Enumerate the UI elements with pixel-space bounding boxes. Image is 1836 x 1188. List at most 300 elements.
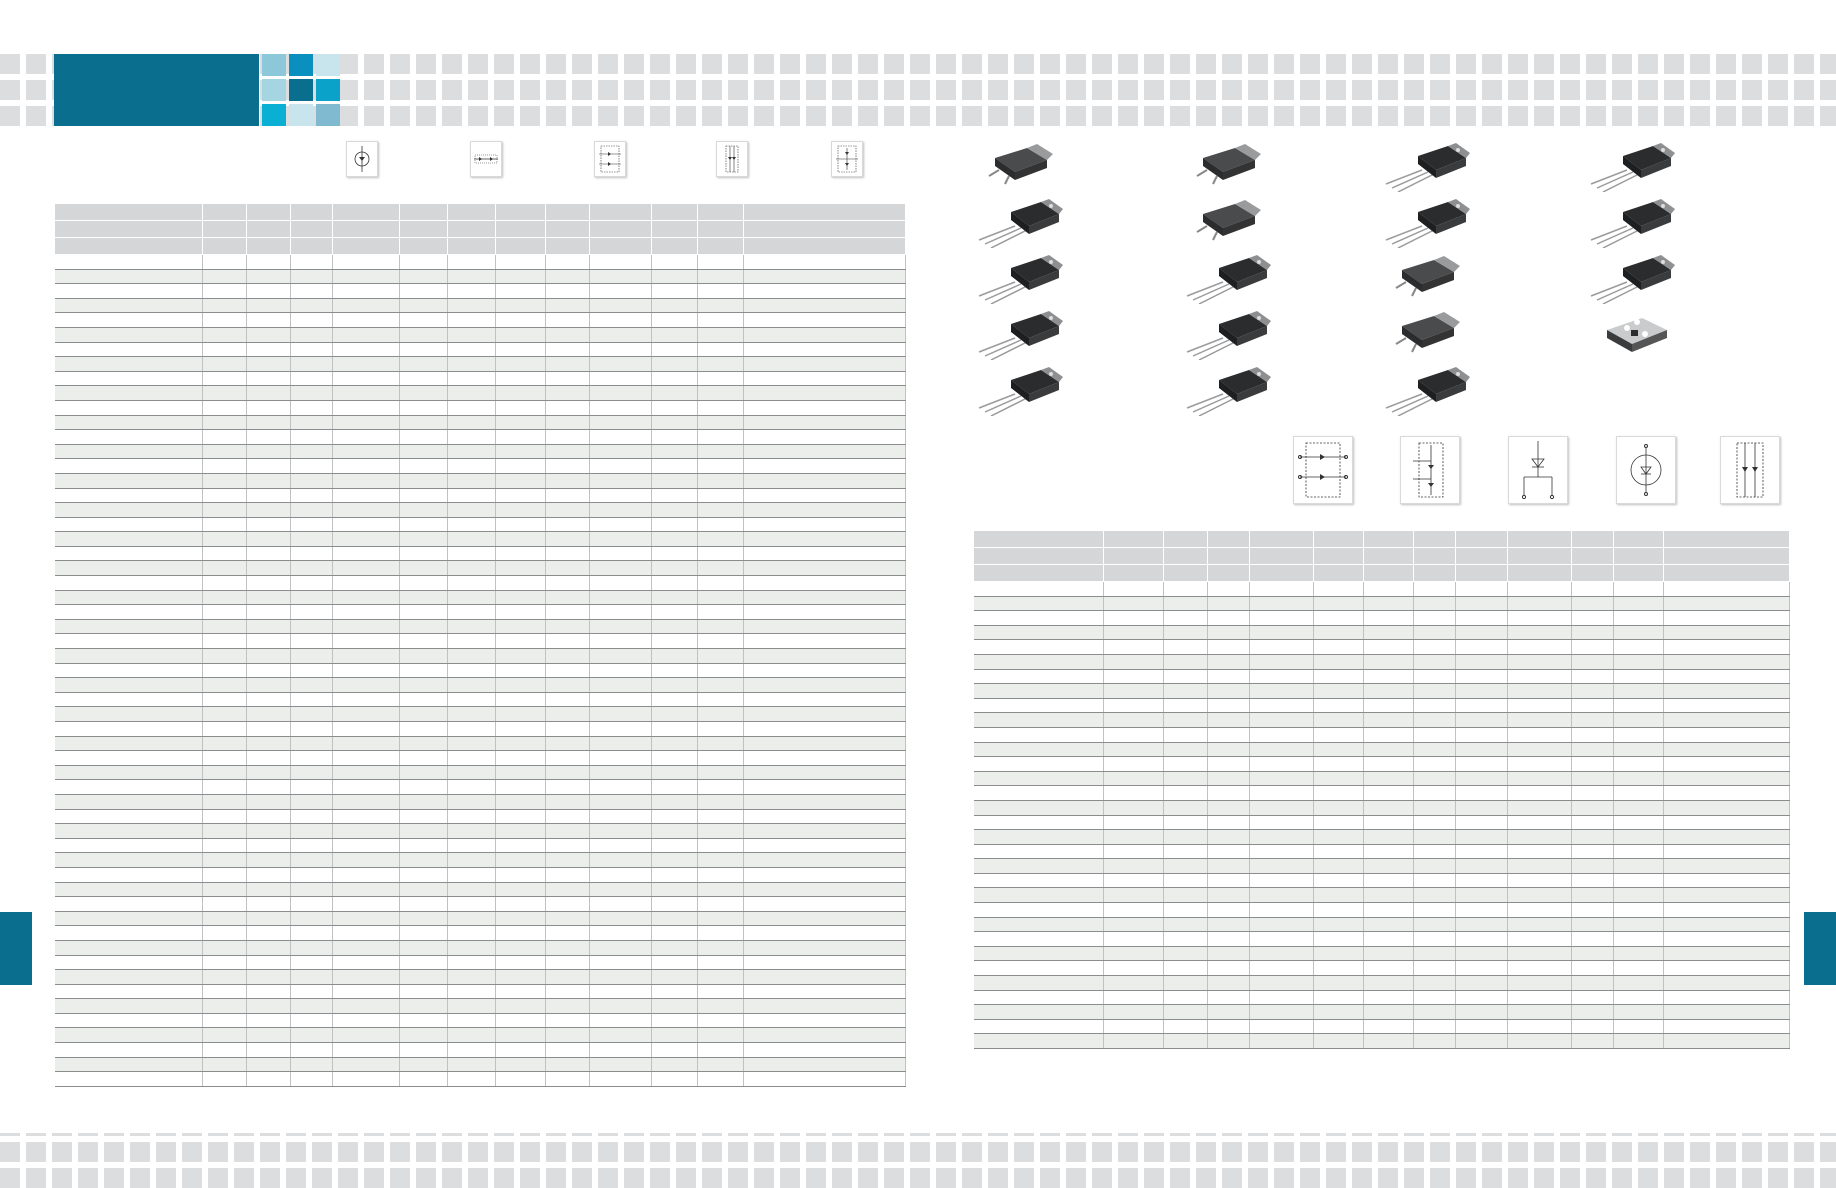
table-cell (1508, 932, 1572, 947)
table-header-cell (1364, 548, 1414, 565)
table-row (974, 888, 1790, 903)
table-cell (333, 386, 400, 401)
table-cell (1250, 976, 1314, 991)
table-cell (1250, 684, 1314, 699)
table-cell (291, 255, 333, 270)
table-cell (1104, 684, 1164, 699)
table-cell (652, 780, 698, 795)
table-row (55, 561, 906, 576)
table-cell (291, 897, 333, 912)
table-cell (400, 867, 448, 882)
table-cell (1456, 844, 1508, 859)
table-cell (400, 678, 448, 693)
table-cell (55, 955, 203, 970)
table-cell (1572, 1019, 1614, 1034)
table-cell (448, 999, 496, 1014)
table-cell (333, 459, 400, 474)
table-cell (1572, 917, 1614, 932)
table-cell (1250, 611, 1314, 626)
table-header-row (974, 565, 1790, 582)
table-cell (55, 590, 203, 605)
table-cell (1572, 800, 1614, 815)
table-row (974, 698, 1790, 713)
table-cell (1508, 859, 1572, 874)
table-cell (400, 838, 448, 853)
table-cell (1208, 946, 1250, 961)
table-cell (546, 313, 590, 328)
table-cell (55, 576, 203, 591)
table-cell (744, 663, 906, 678)
table-cell (1104, 903, 1164, 918)
bridge-diode-symbol-icon (831, 141, 863, 177)
table-cell (55, 824, 203, 839)
table-cell (1314, 815, 1364, 830)
section-title-block (54, 54, 259, 126)
table-cell (1364, 713, 1414, 728)
table-cell (698, 1072, 744, 1087)
table-cell (698, 561, 744, 576)
table-cell (1456, 698, 1508, 713)
table-cell (1456, 961, 1508, 976)
table-cell (1104, 873, 1164, 888)
table-cell (744, 736, 906, 751)
table-cell (652, 824, 698, 839)
table-cell (590, 488, 652, 503)
table-cell (1614, 771, 1664, 786)
table-header-cell (1314, 531, 1364, 548)
table-cell (698, 897, 744, 912)
table-cell (400, 634, 448, 649)
table-cell (698, 284, 744, 299)
table-cell (1250, 917, 1314, 932)
table-cell (744, 926, 906, 941)
table-cell (448, 1072, 496, 1087)
table-cell (333, 984, 400, 999)
table-cell (496, 371, 546, 386)
table-cell (400, 488, 448, 503)
table-cell (333, 590, 400, 605)
table-cell (1456, 596, 1508, 611)
table-row (974, 961, 1790, 976)
table-row (55, 649, 906, 664)
table-cell (1208, 640, 1250, 655)
table-cell (1414, 1005, 1456, 1020)
table-cell (974, 961, 1104, 976)
table-cell (590, 561, 652, 576)
table-cell (247, 678, 291, 693)
table-cell (1508, 684, 1572, 699)
table-cell (247, 561, 291, 576)
table-cell (1314, 698, 1364, 713)
table-cell (974, 888, 1104, 903)
table-row (55, 342, 906, 357)
table-cell (1208, 786, 1250, 801)
table-header-cell (291, 238, 333, 255)
table-cell (546, 736, 590, 751)
table-cell (1456, 669, 1508, 684)
table-cell (291, 357, 333, 372)
table-cell (1314, 903, 1364, 918)
table-header-cell (974, 565, 1104, 582)
table-cell (652, 371, 698, 386)
table-cell (1664, 859, 1790, 874)
table-header-cell (1104, 565, 1164, 582)
table-cell (203, 459, 247, 474)
table-cell (247, 722, 291, 737)
table-header-cell (496, 204, 546, 221)
table-cell (546, 269, 590, 284)
table-header-cell (1250, 548, 1314, 565)
table-cell (1104, 611, 1164, 626)
table-row (55, 984, 906, 999)
table-cell (1104, 946, 1164, 961)
table-cell (247, 459, 291, 474)
table-row (55, 386, 906, 401)
table-cell (1414, 684, 1456, 699)
table-cell (698, 1028, 744, 1043)
table-row (55, 765, 906, 780)
table-cell (55, 269, 203, 284)
table-row (55, 940, 906, 955)
table-cell (247, 400, 291, 415)
package-photo-TO-264 (1382, 308, 1472, 360)
table-cell (400, 955, 448, 970)
table-cell (1572, 669, 1614, 684)
table-header-cell (291, 204, 333, 221)
table-cell (1614, 903, 1664, 918)
table-cell (448, 532, 496, 547)
table-header-cell (1664, 531, 1790, 548)
table-cell (291, 546, 333, 561)
table-cell (55, 503, 203, 518)
package-photo-TO-247AD (1587, 140, 1677, 192)
table-cell (744, 517, 906, 532)
table-cell (1664, 990, 1790, 1005)
table-cell (744, 1057, 906, 1072)
table-header-cell (974, 548, 1104, 565)
table-cell (55, 459, 203, 474)
table-cell (546, 255, 590, 270)
table-cell (974, 684, 1104, 699)
table-cell (247, 897, 291, 912)
table-row (55, 1028, 906, 1043)
table-cell (291, 473, 333, 488)
table-cell (291, 590, 333, 605)
table-cell (291, 663, 333, 678)
table-cell (698, 415, 744, 430)
table-cell (448, 255, 496, 270)
table-cell (400, 400, 448, 415)
table-cell (55, 853, 203, 868)
table-cell (546, 940, 590, 955)
table-cell (698, 692, 744, 707)
table-cell (1456, 800, 1508, 815)
table-header-cell (1508, 565, 1572, 582)
table-cell (1456, 582, 1508, 597)
table-cell (496, 488, 546, 503)
table-cell (974, 611, 1104, 626)
table-cell (1456, 990, 1508, 1005)
table-cell (1364, 946, 1414, 961)
package-photo-TO-220AC (975, 252, 1065, 304)
table-cell (400, 897, 448, 912)
table-cell (1456, 815, 1508, 830)
table-cell (55, 751, 203, 766)
table-row (55, 926, 906, 941)
table-cell (1208, 684, 1250, 699)
table-row (55, 430, 906, 445)
table-row (55, 809, 906, 824)
table-header-cell (247, 204, 291, 221)
table-cell (1414, 713, 1456, 728)
table-cell (55, 882, 203, 897)
table-cell (247, 634, 291, 649)
table-cell (744, 357, 906, 372)
table-cell (400, 269, 448, 284)
table-cell (247, 911, 291, 926)
table-cell (496, 269, 546, 284)
table-cell (652, 1043, 698, 1058)
table-cell (1164, 669, 1208, 684)
table-cell (1508, 625, 1572, 640)
table-cell (1314, 1019, 1364, 1034)
table-cell (333, 503, 400, 518)
table-cell (698, 605, 744, 620)
table-cell (1104, 990, 1164, 1005)
table-header-cell (1508, 531, 1572, 548)
table-cell (1208, 873, 1250, 888)
table-row (55, 517, 906, 532)
table-cell (652, 444, 698, 459)
table-cell (744, 751, 906, 766)
table-row (974, 713, 1790, 728)
table-cell (590, 1028, 652, 1043)
table-cell (1364, 786, 1414, 801)
table-cell (652, 940, 698, 955)
table-header-cell (744, 204, 906, 221)
table-cell (744, 473, 906, 488)
table-row (55, 794, 906, 809)
table-cell (400, 357, 448, 372)
table-cell (448, 1057, 496, 1072)
table-cell (974, 625, 1104, 640)
table-cell (1250, 888, 1314, 903)
table-cell (590, 1072, 652, 1087)
table-cell (203, 342, 247, 357)
table-cell (203, 940, 247, 955)
table-cell (1614, 669, 1664, 684)
table-cell (203, 722, 247, 737)
table-cell (1164, 946, 1208, 961)
table-cell (400, 940, 448, 955)
table-cell (333, 736, 400, 751)
table-cell (590, 313, 652, 328)
table-cell (448, 955, 496, 970)
table-cell (291, 313, 333, 328)
table-header-cell (1664, 548, 1790, 565)
table-cell (1314, 932, 1364, 947)
table-cell (1572, 946, 1614, 961)
table-cell (1164, 742, 1208, 757)
table-cell (291, 824, 333, 839)
table-cell (496, 546, 546, 561)
table-cell (1614, 742, 1664, 757)
table-cell (400, 386, 448, 401)
table-cell (247, 488, 291, 503)
table-cell (546, 1013, 590, 1028)
table-row (974, 1034, 1790, 1049)
table-cell (974, 873, 1104, 888)
table-cell (652, 546, 698, 561)
table-row (55, 911, 906, 926)
table-cell (496, 590, 546, 605)
table-cell (1456, 873, 1508, 888)
table-cell (590, 751, 652, 766)
table-cell (590, 926, 652, 941)
table-cell (974, 742, 1104, 757)
table-cell (1572, 625, 1614, 640)
table-cell (974, 727, 1104, 742)
table-cell (590, 284, 652, 299)
table-cell (1572, 786, 1614, 801)
table-row (55, 255, 906, 270)
table-header-cell (652, 221, 698, 238)
table-cell (1664, 815, 1790, 830)
table-cell (546, 488, 590, 503)
table-cell (744, 794, 906, 809)
table-cell (333, 357, 400, 372)
table-cell (1664, 946, 1790, 961)
table-cell (333, 765, 400, 780)
table-cell (1456, 888, 1508, 903)
table-cell (1250, 582, 1314, 597)
table-cell (333, 649, 400, 664)
table-cell (1614, 596, 1664, 611)
table-cell (1414, 1019, 1456, 1034)
table-cell (291, 517, 333, 532)
table-row (974, 903, 1790, 918)
right-side-tab (1804, 912, 1836, 985)
table-cell (1164, 727, 1208, 742)
table-cell (590, 532, 652, 547)
table-cell (291, 999, 333, 1014)
table-cell (400, 459, 448, 474)
table-cell (1508, 873, 1572, 888)
table-cell (247, 838, 291, 853)
table-row (55, 400, 906, 415)
table-cell (400, 809, 448, 824)
table-cell (698, 678, 744, 693)
table-cell (1664, 713, 1790, 728)
table-cell (546, 605, 590, 620)
table-header-cell (333, 238, 400, 255)
table-cell (546, 415, 590, 430)
table-cell (744, 255, 906, 270)
table-cell (203, 517, 247, 532)
table-cell (400, 371, 448, 386)
table-cell (974, 946, 1104, 961)
table-cell (203, 298, 247, 313)
table-cell (448, 357, 496, 372)
table-cell (496, 1043, 546, 1058)
table-cell (1250, 596, 1314, 611)
table-header-cell (1208, 531, 1250, 548)
table-cell (55, 940, 203, 955)
table-cell (400, 663, 448, 678)
table-cell (333, 298, 400, 313)
table-cell (55, 970, 203, 985)
table-header-cell (1614, 548, 1664, 565)
table-cell (590, 765, 652, 780)
table-cell (1314, 844, 1364, 859)
table-cell (744, 590, 906, 605)
table-cell (1664, 903, 1790, 918)
table-cell (974, 844, 1104, 859)
table-cell (333, 269, 400, 284)
table-cell (546, 1072, 590, 1087)
table-cell (546, 853, 590, 868)
table-cell (496, 1028, 546, 1043)
package-photo-TO-247-3 (1587, 252, 1677, 304)
table-cell (652, 955, 698, 970)
table-cell (1508, 727, 1572, 742)
table-cell (1572, 815, 1614, 830)
table-cell (546, 576, 590, 591)
table-header-cell (448, 221, 496, 238)
table-cell (1614, 640, 1664, 655)
table-cell (333, 926, 400, 941)
table-cell (333, 999, 400, 1014)
table-cell (448, 576, 496, 591)
table-cell (203, 911, 247, 926)
table-cell (400, 473, 448, 488)
accent-square (262, 54, 286, 76)
table-cell (698, 546, 744, 561)
table-cell (1104, 727, 1164, 742)
table-cell (1364, 654, 1414, 669)
table-cell (55, 415, 203, 430)
table-cell (1364, 1034, 1414, 1049)
table-cell (1456, 903, 1508, 918)
table-cell (1414, 961, 1456, 976)
table-cell (744, 940, 906, 955)
table-cell (1104, 625, 1164, 640)
table-cell (400, 590, 448, 605)
table-cell (1614, 961, 1664, 976)
table-cell (1208, 698, 1250, 713)
table-cell (698, 882, 744, 897)
table-cell (55, 619, 203, 634)
table-cell (1104, 1034, 1164, 1049)
footer-pattern-band (0, 1133, 1836, 1188)
table-cell (652, 867, 698, 882)
table-cell (448, 940, 496, 955)
table-cell (496, 663, 546, 678)
table-cell (590, 794, 652, 809)
table-cell (448, 765, 496, 780)
table-cell (1164, 596, 1208, 611)
table-cell (1364, 903, 1414, 918)
table-header-cell (1208, 565, 1250, 582)
table-cell (1208, 815, 1250, 830)
table-cell (744, 1028, 906, 1043)
table-cell (333, 722, 400, 737)
package-photo-TO-220FP (975, 308, 1065, 360)
table-cell (1664, 888, 1790, 903)
table-cell (1104, 640, 1164, 655)
table-cell (203, 751, 247, 766)
table-cell (291, 386, 333, 401)
